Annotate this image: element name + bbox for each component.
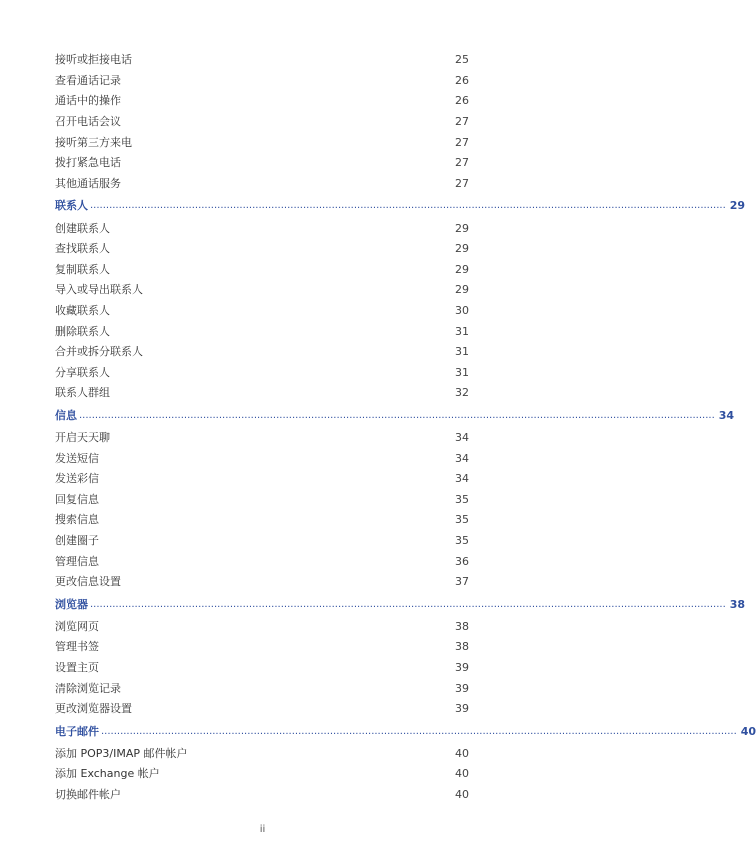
toc-title: 复制联系人 [55, 262, 110, 276]
toc-title: 查找联系人 [55, 242, 110, 256]
toc-entry[interactable] [55, 362, 469, 383]
toc-page-number: 39 [455, 681, 469, 695]
toc-page-number: 29 [455, 283, 469, 297]
toc-page-number: 38 [455, 619, 469, 633]
toc-page-number: 35 [455, 513, 469, 527]
page-number: ii [259, 824, 266, 835]
toc-title: 发送彩信 [55, 472, 99, 486]
toc-title: 回复信息 [55, 492, 99, 506]
toc-page-number: 27 [455, 135, 469, 149]
toc-page-number: 34 [455, 472, 469, 486]
toc-page-number: 29 [455, 221, 469, 235]
toc-title: 开启天天聊 [55, 430, 110, 444]
toc-title: 更改信息设置 [55, 575, 121, 589]
toc-page-number: 25 [455, 53, 469, 67]
toc-title: 管理书签 [55, 640, 99, 654]
toc-entry[interactable] [55, 383, 469, 404]
toc-page-number: 37 [455, 575, 469, 589]
toc-title: 设置主页 [55, 661, 99, 675]
toc-page-number: 26 [455, 73, 469, 87]
toc-title: 通话中的操作 [55, 94, 121, 108]
toc-entry[interactable] [55, 112, 469, 133]
toc-title: 联系人群组 [55, 386, 110, 400]
toc-page-number: 31 [455, 324, 469, 338]
toc-title: 电子邮件 [55, 724, 99, 738]
toc-entry[interactable] [55, 259, 469, 280]
toc-entry[interactable] [55, 239, 469, 260]
dot-leader: ........................................................................................................................................................................................................ [101, 725, 737, 737]
toc-title: 添加 POP3/IMAP 邮件帐户 [55, 746, 188, 760]
toc-title: 添加 Exchange 帐户 [55, 767, 160, 781]
toc-title: 更改浏览器设置 [55, 702, 132, 716]
toc-entry[interactable] [55, 489, 469, 510]
toc-page-number: 29 [455, 242, 469, 256]
toc-page-number: 35 [455, 492, 469, 506]
toc-title: 创建圈子 [55, 533, 99, 547]
toc-entry[interactable] [55, 153, 469, 174]
toc-entry[interactable] [55, 301, 469, 322]
toc-page-number: 27 [455, 156, 469, 170]
toc-page-number: 40 [455, 746, 469, 760]
toc-page-number: 39 [455, 661, 469, 675]
toc-title: 拨打紧急电话 [55, 156, 121, 170]
dot-leader: ........................................................................................................................................................................................................ [90, 200, 726, 212]
toc-title: 分享联系人 [55, 365, 110, 379]
toc-entry[interactable] [55, 551, 469, 572]
toc-title: 创建联系人 [55, 221, 110, 235]
toc-page-number: 32 [455, 386, 469, 400]
toc-title: 切换邮件帐户 [55, 788, 121, 802]
toc-title: 发送短信 [55, 451, 99, 465]
toc-page-number: 35 [455, 533, 469, 547]
toc-title: 接听第三方来电 [55, 135, 132, 149]
toc-entry[interactable] [55, 428, 469, 449]
toc-page-number: 27 [455, 176, 469, 190]
toc-title: 浏览网页 [55, 619, 99, 633]
toc-page-number: 36 [455, 554, 469, 568]
toc-entry[interactable] [55, 174, 469, 195]
toc-entry[interactable] [55, 785, 469, 806]
toc-title: 收藏联系人 [55, 303, 110, 317]
toc-entry[interactable] [55, 280, 469, 301]
dot-leader: ........................................................................................................................................................................................................ [90, 598, 726, 610]
toc-entry[interactable] [55, 678, 469, 699]
toc-title: 其他通话服务 [55, 176, 121, 190]
toc-page-number: 38 [455, 640, 469, 654]
toc-page-number: 40 [455, 788, 469, 802]
toc-page-number: 30 [455, 303, 469, 317]
toc-title: 搜索信息 [55, 513, 99, 527]
toc-page-number: 31 [455, 365, 469, 379]
toc-title: 删除联系人 [55, 324, 110, 338]
toc-entry[interactable] [55, 448, 469, 469]
toc-page-number: 26 [455, 94, 469, 108]
toc-title: 查看通话记录 [55, 73, 121, 87]
toc-title: 召开电话会议 [55, 115, 121, 129]
toc-entry[interactable] [55, 764, 469, 785]
toc-entry[interactable] [55, 637, 469, 658]
toc-section[interactable] [55, 196, 746, 217]
toc-entry[interactable] [55, 218, 469, 239]
toc-entry[interactable] [55, 617, 469, 638]
toc-title: 接听或拒接电话 [55, 53, 132, 67]
toc-page-number: 39 [455, 702, 469, 716]
toc-title: 管理信息 [55, 554, 99, 568]
toc-title: 浏览器 [55, 597, 88, 611]
toc-entry[interactable] [55, 91, 469, 112]
table-of-contents [55, 50, 756, 805]
toc-page-number: 31 [455, 345, 469, 359]
toc-entry[interactable] [55, 50, 469, 71]
toc-page-number: 40 [740, 724, 756, 738]
toc-entry[interactable] [55, 699, 469, 720]
toc-entry[interactable] [55, 744, 469, 765]
toc-title: 清除浏览记录 [55, 681, 121, 695]
dot-leader: ........................................................................................................................................................................................................ [79, 409, 715, 421]
toc-entry[interactable] [55, 510, 469, 531]
toc-entry[interactable] [55, 572, 469, 593]
toc-page-number: 29 [729, 199, 746, 213]
toc-title: 导入或导出联系人 [55, 283, 143, 297]
toc-title: 联系人 [55, 199, 88, 213]
toc-entry[interactable] [55, 342, 469, 363]
toc-entry[interactable] [55, 132, 469, 153]
toc-page-number: 34 [718, 408, 735, 422]
toc-entry[interactable] [55, 71, 469, 92]
toc-page-number: 34 [455, 430, 469, 444]
toc-page-number: 38 [729, 597, 746, 611]
toc-page-number: 40 [455, 767, 469, 781]
toc-title: 合并或拆分联系人 [55, 345, 143, 359]
toc-page-number: 34 [455, 451, 469, 465]
toc-entry[interactable] [55, 531, 469, 552]
toc-entry[interactable] [55, 658, 469, 679]
toc-section[interactable] [55, 406, 735, 427]
toc-section[interactable] [55, 594, 746, 615]
toc-section[interactable] [55, 722, 756, 743]
toc-page-number: 29 [455, 262, 469, 276]
toc-entry[interactable] [55, 321, 469, 342]
toc-entry[interactable] [55, 469, 469, 490]
toc-page-number: 27 [455, 115, 469, 129]
toc-title: 信息 [55, 408, 77, 422]
